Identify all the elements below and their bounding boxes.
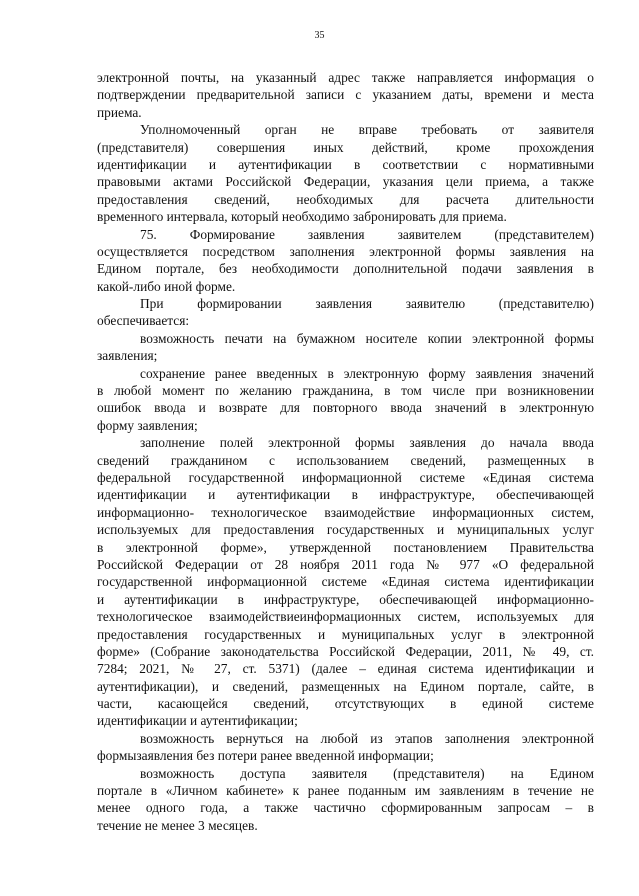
page-number: 35 bbox=[314, 30, 325, 41]
document-body bbox=[97, 69, 594, 834]
text-line: форме» (Собрание законодательства Российской Федерации, 2011, № 49, ст. bbox=[97, 643, 594, 659]
text-line: временного интервала, который необходимо забронировать для приема. bbox=[97, 209, 507, 225]
text-line: электронной почты, на указанный адрес также направляется информация о bbox=[97, 70, 594, 85]
text-line: формызаявления без потери ранее введенной информации; bbox=[97, 748, 434, 764]
text-line: 75. Формирование заявления заявителем (представителем) bbox=[140, 226, 594, 242]
text-line: информационно- технологическое взаимодействие информационных систем, bbox=[97, 504, 594, 520]
text-line: приема. bbox=[97, 104, 142, 120]
text-line: федеральной государственной информационной системе «Единая система bbox=[97, 469, 594, 485]
text-line: (представителя) совершения иных действий, кроме прохождения bbox=[97, 139, 594, 155]
text-line: предоставления государственных и муниципальных услуг в электронной bbox=[97, 626, 594, 642]
text-line: заявления; bbox=[97, 348, 158, 364]
text-line: технологическое взаимодействиеинформационных систем, используемых для bbox=[97, 609, 594, 625]
text-line: подтверждении предварительной записи с указанием даты, времени и места bbox=[97, 87, 594, 103]
text-line: Едином портале, без необходимости дополнительной подачи заявления в bbox=[97, 261, 594, 277]
text-line: возможность доступа заявителя (представителя) на Едином bbox=[140, 765, 594, 781]
text-line: течение не менее 3 месяцев. bbox=[97, 817, 258, 833]
text-line: в электронной форме», утвержденной постановлением Правительства bbox=[97, 539, 594, 555]
text-line: Уполномоченный орган не вправе требовать от заявителя bbox=[140, 122, 594, 138]
text-line: в любой момент по желанию гражданина, в том числе при возникновении bbox=[97, 383, 594, 399]
text-line: возможность печати на бумажном носителе копии электронной формы bbox=[140, 330, 594, 346]
text-line: какой-либо иной форме. bbox=[97, 278, 236, 294]
text-line: 7284; 2021, № 27, ст. 5371) (далее – единая система идентификации и bbox=[97, 661, 594, 677]
text-line: заполнение полей электронной формы заявления до начала ввода bbox=[140, 435, 594, 451]
text-line: Российской Федерации от 28 ноября 2011 года № 977 «О федеральной bbox=[97, 556, 594, 572]
text-line: сведений гражданином с использованием сведений, размещенных в bbox=[97, 452, 594, 468]
text-line: портале в «Личном кабинете» к ранее поданным им заявлениям в течение не bbox=[97, 783, 594, 799]
text-line: При формировании заявления заявителю (представителю) bbox=[140, 296, 594, 312]
text-line: государственной информационной системе «Единая система идентификации bbox=[97, 574, 594, 590]
text-line: правовыми актами Российской Федерации, указания цели приема, а также bbox=[97, 174, 594, 190]
text-line: менее одного года, а также частично сформированным запросам – в bbox=[97, 800, 594, 816]
text-line: предоставления сведений, необходимых для расчета длительности bbox=[97, 191, 594, 207]
text-line: идентификации и аутентификации; bbox=[97, 713, 298, 729]
text-line: части, касающейся сведений, отсутствующих в единой системе bbox=[97, 696, 594, 712]
text-line: сохранение ранее введенных в электронную форму заявления значений bbox=[140, 365, 594, 381]
text-line: аутентификации), и сведений, размещенных на Едином портале, сайте, в bbox=[97, 678, 594, 694]
text-line: обеспечивается: bbox=[97, 313, 190, 329]
text-line: идентификации и аутентификации в соответствии с нормативными bbox=[97, 156, 594, 172]
text-line: используемых для предоставления государственных и муниципальных услуг bbox=[97, 522, 594, 538]
text-line: ошибок ввода и возврате для повторного ввода значений в электронную bbox=[97, 400, 594, 416]
text-line: идентификации и аутентификации в инфраструктуре, обеспечивающей bbox=[97, 487, 594, 503]
text-line: и аутентификации в инфраструктуре, обеспечивающей информационно- bbox=[97, 591, 594, 607]
text-line: форму заявления; bbox=[97, 417, 198, 433]
text-line: возможность вернуться на любой из этапов заполнения электронной bbox=[140, 730, 594, 746]
text-line: осуществляется посредством заполнения электронной формы заявления на bbox=[97, 243, 594, 259]
